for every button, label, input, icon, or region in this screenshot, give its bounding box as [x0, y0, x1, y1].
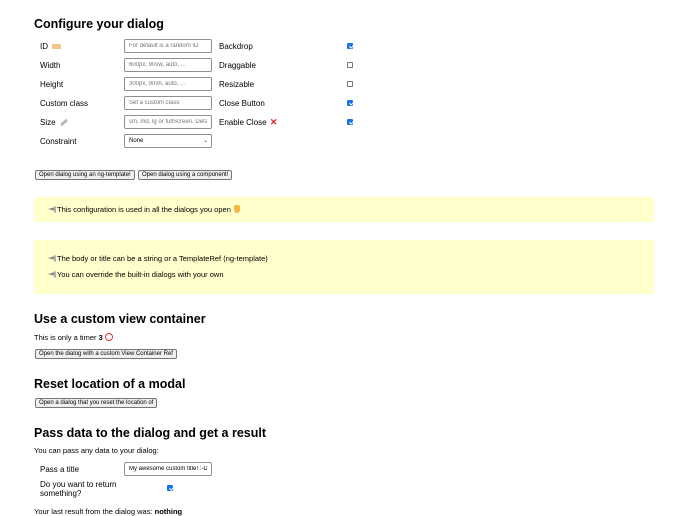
megaphone-icon: [48, 255, 56, 262]
red-x-icon: ✕: [269, 117, 278, 127]
backdrop-label: Backdrop: [219, 42, 253, 51]
pass-data-intro: You can pass any data to your dialog:: [34, 446, 159, 455]
alarm-clock-icon: [105, 333, 113, 341]
timer-text: This is only a timer: [34, 333, 97, 342]
height-input[interactable]: [124, 77, 212, 91]
width-input[interactable]: [124, 58, 212, 72]
enable-close-label: [219, 117, 277, 128]
enable-close-label-text: Enable Close: [219, 118, 267, 127]
chevron-down-icon: ⌄: [202, 138, 208, 144]
info-note-text-1: The body or title can be a string or a TemplateRef (ng-template): [57, 254, 268, 263]
info-note-text-2: You can override the built-in dialogs with your own: [57, 270, 224, 279]
pass-title-label: Pass a title: [40, 465, 80, 474]
megaphone-icon: [48, 271, 56, 278]
open-view-container-dialog-button[interactable]: Open the dialog with a custom View Container Ref: [35, 349, 177, 359]
open-reset-location-dialog-button[interactable]: Open a dialog that you reset the location of: [35, 398, 157, 408]
custom-class-input[interactable]: [124, 96, 212, 110]
custom-class-label: Custom class: [40, 99, 89, 108]
config-note-line: [48, 205, 240, 214]
return-something-checkbox[interactable]: [167, 485, 173, 491]
config-note: [34, 197, 654, 222]
constraint-select-value: None: [129, 138, 144, 144]
resizable-label: Resizable: [219, 80, 255, 89]
megaphone-icon: [48, 206, 56, 213]
width-label: Width: [40, 61, 61, 70]
view-container-heading: Use a custom view container: [34, 312, 206, 326]
id-label-text: ID: [40, 42, 48, 51]
pointing-up-hand-icon: [234, 205, 240, 213]
reset-heading: Reset location of a modal: [34, 377, 186, 391]
return-something-label-line-2: something?: [40, 489, 82, 498]
info-note-line-2: [48, 270, 224, 279]
size-input[interactable]: [124, 115, 212, 129]
draggable-label: Draggable: [219, 61, 256, 70]
last-result-prefix: Your last result from the dialog was:: [34, 507, 153, 516]
info-note: [34, 240, 654, 294]
info-note-line-1: [48, 254, 268, 263]
id-input[interactable]: [124, 39, 212, 53]
height-label: Height: [40, 80, 64, 89]
size-label: [40, 118, 68, 127]
resizable-checkbox[interactable]: [347, 81, 353, 87]
timer-value: 3: [98, 333, 103, 342]
id-badge-icon: [52, 44, 61, 49]
timer-line: [34, 333, 113, 342]
close-button-label: Close Button: [219, 99, 265, 108]
size-label-text: Size: [40, 118, 56, 127]
pass-title-input[interactable]: [124, 462, 212, 476]
close-button-checkbox[interactable]: [347, 100, 353, 106]
enable-close-checkbox[interactable]: [347, 119, 353, 125]
open-component-dialog-button[interactable]: Open dialog using a component!: [138, 170, 232, 180]
draggable-checkbox[interactable]: [347, 62, 353, 68]
backdrop-checkbox[interactable]: [347, 43, 353, 49]
open-template-dialog-button[interactable]: Open dialog using an ng-template!: [35, 170, 135, 180]
id-label: [40, 42, 61, 51]
config-note-text: This configuration is used in all the dialogs you open: [57, 205, 231, 214]
constraint-select[interactable]: [124, 134, 212, 148]
return-something-label: [40, 480, 116, 498]
ruler-icon: [60, 119, 68, 126]
last-result-value: nothing: [154, 507, 183, 516]
configure-heading: Configure your dialog: [34, 17, 164, 31]
constraint-label: Constraint: [40, 137, 77, 146]
pass-data-heading: Pass data to the dialog and get a result: [34, 426, 266, 440]
return-something-label-line-1: Do you want to return: [40, 480, 117, 489]
